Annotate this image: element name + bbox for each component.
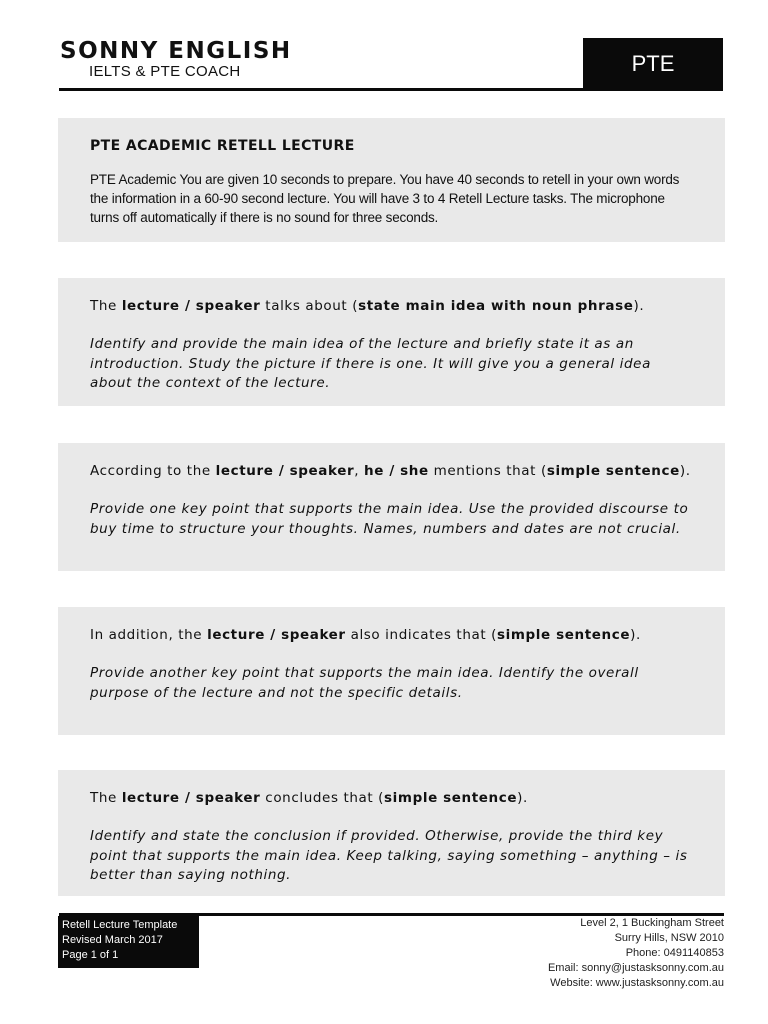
lead-text: The xyxy=(90,790,122,806)
footer-doc-title: Retell Lecture Template xyxy=(62,919,178,931)
section-lead xyxy=(90,789,693,808)
footer-email: Email: sonny@justasksonny.com.au xyxy=(547,962,724,974)
footer-address-line-2: Surry Hills, NSW 2010 xyxy=(614,932,724,944)
lead-text: talks about ( xyxy=(260,298,359,314)
section-card-conclusion xyxy=(58,770,725,896)
lead-keyword: lecture / speaker xyxy=(215,463,355,479)
lead-keyword: simple sentence xyxy=(546,463,680,479)
section-card-key-point-2 xyxy=(58,607,725,735)
footer-phone: Phone: 0491140853 xyxy=(625,947,724,959)
lead-keyword: he / she xyxy=(364,463,429,479)
lead-keyword: lecture / speaker xyxy=(121,298,261,314)
pte-tag: PTE xyxy=(583,38,723,89)
section-guide: Provide another key point that supports the main idea. Identify the overall purpose of the lecture and not the specific details. xyxy=(90,665,639,701)
footer-revision: Revised March 2017 xyxy=(62,934,163,946)
section-card-main-idea xyxy=(58,278,725,406)
section-guide: Identify and state the conclusion if provided. Otherwise, provide the third key point that supports the main idea. Keep talking, saying something – anything – is better than saying nothing. xyxy=(90,828,688,883)
section-lead xyxy=(90,626,693,645)
intro-card xyxy=(58,118,725,242)
section-guide: Identify and provide the main idea of the lecture and briefly state it as an introduction. Study the picture if there is one. It will give you a general idea about the context of the lecture. xyxy=(90,336,651,391)
lead-keyword: simple sentence xyxy=(497,627,631,643)
section-lead xyxy=(90,462,693,481)
lead-text: The xyxy=(90,298,122,314)
lead-text: , xyxy=(354,463,365,479)
section-card-key-point-1 xyxy=(58,443,725,571)
footer-address-line-1: Level 2, 1 Buckingham Street xyxy=(580,917,724,929)
lead-keyword: lecture / speaker xyxy=(207,627,346,643)
lead-text: concludes that ( xyxy=(260,790,385,806)
section-lead xyxy=(90,297,693,316)
intro-text: PTE Academic You are given 10 seconds to prepare. You have 40 seconds to retell in your own words the information in a 60-90 second lecture. You will have 3 to 4 Retell Lecture tasks. The microphone turns off automatically if there is no sound for three seconds. xyxy=(90,172,680,225)
lead-text: In addition, the xyxy=(90,627,208,643)
lead-text: ). xyxy=(517,790,528,806)
lead-text: ). xyxy=(633,298,645,314)
brand-subtitle: IELTS & PTE COACH xyxy=(89,63,241,80)
section-guide: Provide one key point that supports the main idea. Use the provided discourse to buy time to structure your thoughts. Names, numbers and dates are not crucial. xyxy=(90,501,689,537)
lead-text: ). xyxy=(679,463,691,479)
lead-text: also indicates that ( xyxy=(345,627,498,643)
header-divider xyxy=(59,88,723,91)
lead-text: ). xyxy=(630,627,641,643)
lead-keyword: lecture / speaker xyxy=(121,790,261,806)
lead-keyword: simple sentence xyxy=(384,790,518,806)
intro-title: PTE ACADEMIC RETELL LECTURE xyxy=(90,138,355,154)
brand-logo xyxy=(60,38,292,80)
lead-keyword: state main idea with noun phrase xyxy=(358,298,634,314)
lead-text: mentions that ( xyxy=(428,463,547,479)
footer-page-number: Page 1 of 1 xyxy=(62,949,119,961)
footer-contact xyxy=(548,916,724,991)
brand-name: SONNY ENGLISH xyxy=(60,38,292,64)
footer-doc-info xyxy=(58,916,199,968)
lead-text: According to the xyxy=(90,463,216,479)
footer-website: Website: www.justasksonny.com.au xyxy=(550,977,724,989)
